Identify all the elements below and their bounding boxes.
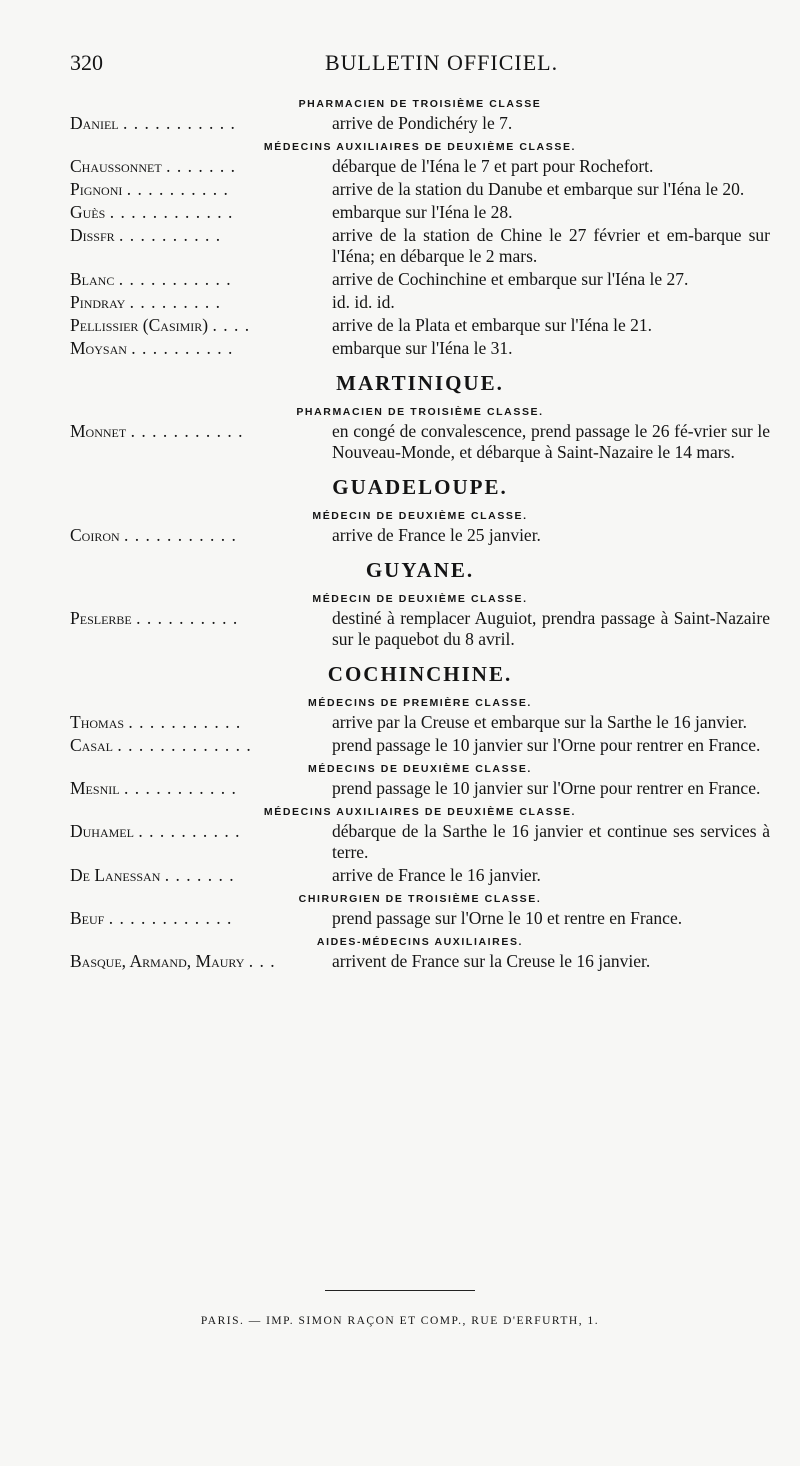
rank-heading: MÉDECINS DE PREMIÈRE CLASSE. [308,697,532,709]
personnel-entry [70,202,770,223]
entry-name-cell [70,315,332,336]
leader-dots: . . . . . . . [164,865,235,885]
leader-dots: . . . . [212,315,251,335]
personnel-entry [70,712,770,733]
personnel-entry [70,608,770,650]
rank-heading: MÉDECIN DE DEUXIÈME CLASSE. [312,510,528,522]
rank-heading: MÉDECIN DE DEUXIÈME CLASSE. [312,593,528,605]
entry-description: arrive de France le 16 janvier. [332,865,541,885]
entry-name-cell [70,113,332,134]
entry-name: Chaussonnet [70,156,162,176]
leader-dots: . . . . . . . . . . . . [109,202,234,222]
entry-name: Pindray [70,292,126,312]
entry-name-cell [70,156,332,177]
rank-heading: MÉDECINS AUXILIAIRES DE DEUXIÈME CLASSE. [263,806,577,818]
personnel-entry [70,225,770,267]
entry-description: arrive de la Plata et embarque sur l'Iéna le 21. [332,315,652,335]
entry-name: Monnet [70,421,127,441]
entry-name-cell [70,821,332,863]
personnel-entry [70,735,770,756]
leader-dots: . . . . . . . . . . [119,225,222,245]
entry-name-cell [70,179,332,200]
leader-dots: . . . . . . . . . . [131,338,234,358]
rank-heading: PHARMACIEN DE TROISIÈME CLASSE. [296,406,544,418]
page-body [70,93,770,974]
leader-dots: . . . . . . . . . . . [130,421,244,441]
leader-dots: . . . . . . . . . . . [118,269,232,289]
entry-description: en congé de convalescence, prend passage le 26 fé-vrier sur le Nouveau-Monde, et débarque à Saint-Nazaire le 14 mars. [332,421,770,462]
leader-dots: . . . . . . . . . . . [128,712,242,732]
entry-description: prend passage le 10 janvier sur l'Orne pour rentrer en France. [332,778,761,798]
entry-description: débarque de l'Iéna le 7 et part pour Rochefort. [332,156,654,176]
entry-description: arrive de Pondichéry le 7. [332,113,513,133]
personnel-entry [70,179,770,200]
entry-description: id. id. id. [332,292,395,312]
leader-dots: . . . . . . . . . [129,292,222,312]
entry-description: débarque de la Sarthe le 16 janvier et continue ses services à terre. [332,821,770,862]
entry-name-cell [70,908,332,929]
rank-heading: PHARMACIEN DE TROISIÈME CLASSE [298,98,542,110]
personnel-entry [70,821,770,863]
personnel-entry [70,865,770,886]
personnel-entry [70,778,770,799]
entry-name-cell [70,225,332,267]
personnel-entry [70,421,770,463]
entry-name: Dissfr [70,225,115,245]
entry-name-cell [70,202,332,223]
entry-name: De Lanessan [70,865,161,885]
entry-name: Beuf [70,908,105,928]
personnel-entry [70,292,770,313]
entry-description: arrive de Cochinchine et embarque sur l'Iéna le 27. [332,269,689,289]
rank-heading: MÉDECINS AUXILIAIRES DE DEUXIÈME CLASSE. [263,141,577,153]
entry-name-cell [70,608,332,650]
entry-name: Mesnil [70,778,120,798]
rank-heading: CHIRURGIEN DE TROISIÈME CLASSE. [298,893,542,905]
entry-name-cell [70,525,332,546]
entry-name: Blanc [70,269,115,289]
region-heading: MARTINIQUE. [336,371,504,395]
personnel-entry [70,525,770,546]
page-header [70,50,760,86]
entry-description: embarque sur l'Iéna le 28. [332,202,513,222]
entry-description: arrive de France le 25 janvier. [332,525,541,545]
entry-name-cell [70,338,332,359]
leader-dots: . . . . . . . . . . . . . [117,735,252,755]
entry-name: Daniel [70,113,119,133]
entry-name: Thomas [70,712,125,732]
footer-rule [325,1290,475,1291]
entry-description: prend passage sur l'Orne le 10 et rentre en France. [332,908,683,928]
rank-heading: AIDES-MÉDECINS AUXILIAIRES. [316,936,524,948]
running-title: BULLETIN OFFICIEL. [325,50,559,75]
entry-description: prend passage le 10 janvier sur l'Orne pour rentrer en France. [332,735,761,755]
entry-name-cell [70,951,332,972]
entry-name: Casal [70,735,114,755]
entry-description: arrive de la station du Danube et embarque sur l'Iéna le 20. [332,179,745,199]
leader-dots: . . . . . . . . . . [126,179,229,199]
entry-name-cell [70,269,332,290]
region-heading: GUYANE. [365,558,475,582]
leader-dots: . . . . . . . . . . [138,821,241,841]
entry-description: arrive de la station de Chine le 27 février et em-barque sur l'Iéna; en débarque le 2 mars. [332,225,770,266]
leader-dots: . . . . . . . . . . . [123,778,237,798]
personnel-entry [70,338,770,359]
entry-name: Pellissier (Casimir) [70,315,209,335]
entry-name: Basque, Armand, Maury [70,951,245,971]
personnel-entry [70,315,770,336]
page-number: 320 [70,50,103,75]
entry-name-cell [70,712,332,733]
entry-description: destiné à remplacer Auguiot, prendra passage à Saint-Nazaire sur le paquebot du 8 avril. [332,608,770,649]
entry-description: embarque sur l'Iéna le 31. [332,338,513,358]
region-heading: GUADELOUPE. [332,475,508,499]
leader-dots: . . . . . . . [166,156,236,176]
entry-description: arrive par la Creuse et embarque sur la Sarthe le 16 janvier. [332,712,747,732]
entry-name: Pignoni [70,179,123,199]
leader-dots: . . . . . . . . . . . . [108,908,233,928]
entry-name: Coiron [70,525,120,545]
entry-name-cell [70,292,332,313]
personnel-entry [70,156,770,177]
personnel-entry [70,113,770,134]
entry-name-cell [70,735,332,756]
entry-name: Moysan [70,338,127,358]
region-heading: COCHINCHINE. [327,662,513,686]
entry-name: Duhamel [70,821,134,841]
leader-dots: . . . [248,951,276,971]
entry-name: Peslerbe [70,608,132,628]
leader-dots: . . . . . . . . . . [136,608,239,628]
rank-heading: MÉDECINS DE DEUXIÈME CLASSE. [308,763,532,775]
entry-name-cell [70,865,332,886]
entry-name-cell [70,421,332,463]
personnel-entry [70,951,770,972]
personnel-entry [70,269,770,290]
page-footer [0,1290,800,1327]
personnel-entry [70,908,770,929]
printer-imprint: PARIS. — IMP. SIMON RAÇON ET COMP., RUE D'ERFURTH, 1. [200,1315,600,1327]
entry-description: arrivent de France sur la Creuse le 16 janvier. [332,951,651,971]
leader-dots: . . . . . . . . . . . [123,113,236,133]
entry-name: Guès [70,202,106,222]
leader-dots: . . . . . . . . . . . [124,525,237,545]
entry-name-cell [70,778,332,799]
